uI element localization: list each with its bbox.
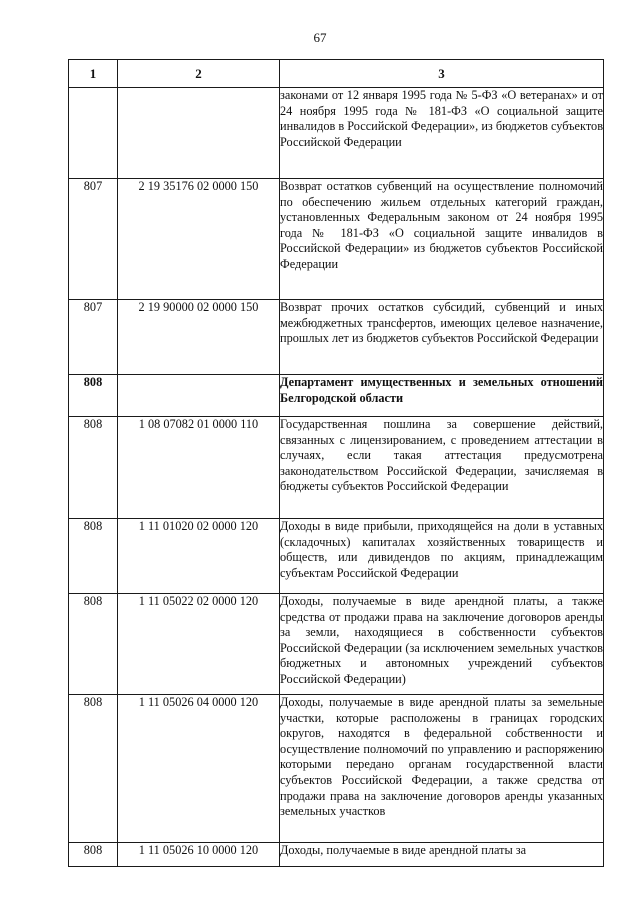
department-title: Департамент имущественных и земельных отношений Белгородской области <box>280 375 603 405</box>
description-cell <box>280 179 604 300</box>
budget-code-cell <box>118 375 280 417</box>
description-cell <box>280 519 604 594</box>
table-row <box>69 417 604 519</box>
description-text: Государственная пошлина за совершение действий, связанных с лицензированием, с проведением аттестации в случаях, если такая аттестация предусмотрена законодательством Российской Федерации, зачисляемая в бюджеты субъектов Российской Федерации <box>280 417 603 494</box>
description-text: Возврат остатков субвенций на осуществление полномочий по обеспечению жильем отдельных категорий граждан, установленных Федеральным законом от 24 ноября 1995 года № 181-ФЗ «О социальной защите инвалидов в Российской Федерации» из бюджетов субъектов Российской Федерации <box>280 179 603 271</box>
description-text: Доходы, получаемые в виде арендной платы за земельные участки, которые расположены в границах городских округов, находятся в федеральной собственности и осуществление полномочий по управлению и распоряжению которыми передано органам государственной власти субъектов Российской Федерации, а также средства от продажи права на заключение договоров аренды указанных земельных участков <box>280 695 603 819</box>
table-row <box>69 179 604 300</box>
description-text: Доходы, получаемые в виде арендной платы, а также средства от продажи права на заключение договоров аренды за земли, находящиеся в собственности субъектов Российской Федерации (за исключением земельных участков бюджетных и автономных учреждений субъектов Российской Федерации) <box>280 594 603 686</box>
department-title-cell <box>280 375 604 417</box>
description-cell <box>280 88 604 179</box>
admin-code-cell: 808 <box>69 519 118 594</box>
description-cell <box>280 417 604 519</box>
admin-code-cell: 808 <box>69 375 118 417</box>
budget-code-cell <box>118 88 280 179</box>
admin-code-cell: 807 <box>69 300 118 375</box>
budget-code-cell: 1 11 05026 10 0000 120 <box>118 843 280 867</box>
table-row <box>69 300 604 375</box>
budget-code-cell: 1 11 05022 02 0000 120 <box>118 594 280 695</box>
description-text: Возврат прочих остатков субсидий, субвенций и иных межбюджетных трансфертов, имеющих целевое назначение, прошлых лет из бюджетов субъектов Российской Федерации <box>280 300 603 346</box>
column-header-2: 2 <box>118 60 280 88</box>
description-text: законами от 12 января 1995 года № 5-ФЗ «О ветеранах» и от 24 ноября 1995 года № 181-ФЗ «О социальной защите инвалидов в Российской Федерации», из бюджетов субъектов Российской Федерации <box>280 88 603 149</box>
description-cell <box>280 695 604 843</box>
budget-code-cell: 1 08 07082 01 0000 110 <box>118 417 280 519</box>
table-row <box>69 695 604 843</box>
budget-code-cell: 2 19 35176 02 0000 150 <box>118 179 280 300</box>
page-number: 67 <box>313 30 327 45</box>
admin-code-cell: 808 <box>69 695 118 843</box>
table-row <box>69 594 604 695</box>
admin-code-cell: 808 <box>69 594 118 695</box>
admin-code-cell: 808 <box>69 843 118 867</box>
admin-code-cell <box>69 88 118 179</box>
table-row <box>69 88 604 179</box>
admin-code-cell: 807 <box>69 179 118 300</box>
description-text: Доходы, получаемые в виде арендной платы за <box>280 843 527 857</box>
description-cell <box>280 300 604 375</box>
description-cell <box>280 594 604 695</box>
table-header-row <box>69 60 604 88</box>
description-text: Доходы в виде прибыли, приходящейся на доли в уставных (складочных) капиталах хозяйственных товариществ и обществ, или дивидендов по акциям, принадлежащим субъектам Российской Федерации <box>280 519 603 580</box>
column-header-1: 1 <box>69 60 118 88</box>
budget-classification-table <box>68 59 604 867</box>
table-row-department <box>69 375 604 417</box>
budget-code-cell: 1 11 01020 02 0000 120 <box>118 519 280 594</box>
column-header-3: 3 <box>280 60 604 88</box>
admin-code-cell: 808 <box>69 417 118 519</box>
budget-code-cell: 2 19 90000 02 0000 150 <box>118 300 280 375</box>
table-row <box>69 519 604 594</box>
description-cell <box>280 843 604 867</box>
table-row <box>69 843 604 867</box>
budget-code-cell: 1 11 05026 04 0000 120 <box>118 695 280 843</box>
